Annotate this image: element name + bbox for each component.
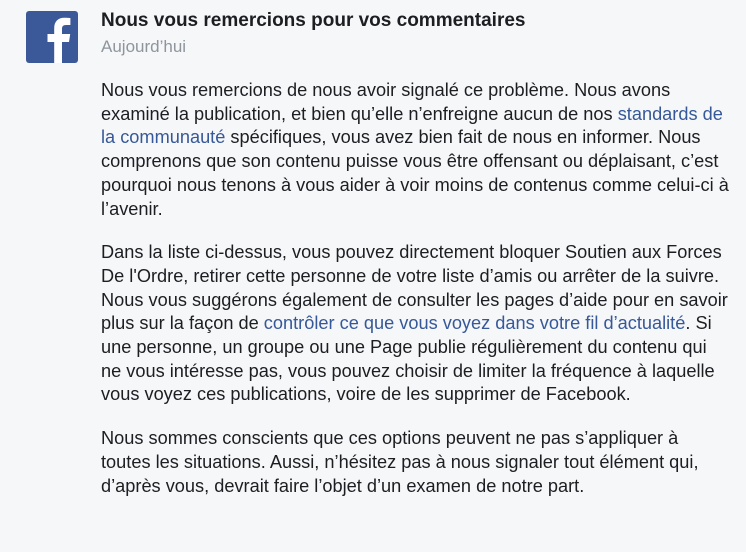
- notification-header: [101, 9, 525, 59]
- news-feed-control-link[interactable]: contrôler ce que vous voyez dans votre fil d’actualité: [263, 313, 686, 334]
- paragraph-review: [101, 427, 731, 498]
- notification-date: Aujourd’hui: [101, 37, 187, 56]
- community-standards-link[interactable]: standards de la communauté: [101, 103, 723, 148]
- paragraph-feedback: [101, 79, 731, 221]
- notification-body: [101, 79, 731, 518]
- notification-title: Nous vous remercions pour vos commentaires: [101, 10, 526, 31]
- facebook-logo-icon: [26, 11, 78, 63]
- paragraph-text: Nous sommes conscients que ces options peuvent ne pas s’appliquer à toutes les situations. Aussi, n’hésitez pas à nous signaler tout élément qui, d’après vous, devrait faire l’objet d’un examen de notre part.: [101, 428, 699, 496]
- paragraph-text: Nous vous remercions de nous avoir signalé ce problème. Nous avons examiné la publication, et bien qu’elle n’enfreigne aucun de nos: [101, 80, 671, 124]
- paragraph-options: [101, 241, 731, 407]
- paragraph-text: . Si une personne, un groupe ou une Page publie régulièrement du contenu qui ne vous intéresse pas, vous pouvez choisir de limiter la fréquence à laquelle vous voyez ces publications, voire de les supprimer de Facebook.: [101, 313, 715, 405]
- paragraph-text: Dans la liste ci-dessus, vous pouvez directement bloquer Soutien aux Forces De l'Ordre, retirer cette personne de votre liste d’amis ou arrêter de la suivre. Nous vous suggérons également de consulter les pages d’aide pour en savoir plus sur la façon de: [101, 242, 728, 334]
- paragraph-text: spécifiques, vous avez bien fait de nous en informer. Nous comprenons que son contenu puisse vous être offensant ou déplaisant, c’est pourquoi nous tenons à vous aider à voir moins de contenus comme celui-ci à l’avenir.: [101, 127, 729, 219]
